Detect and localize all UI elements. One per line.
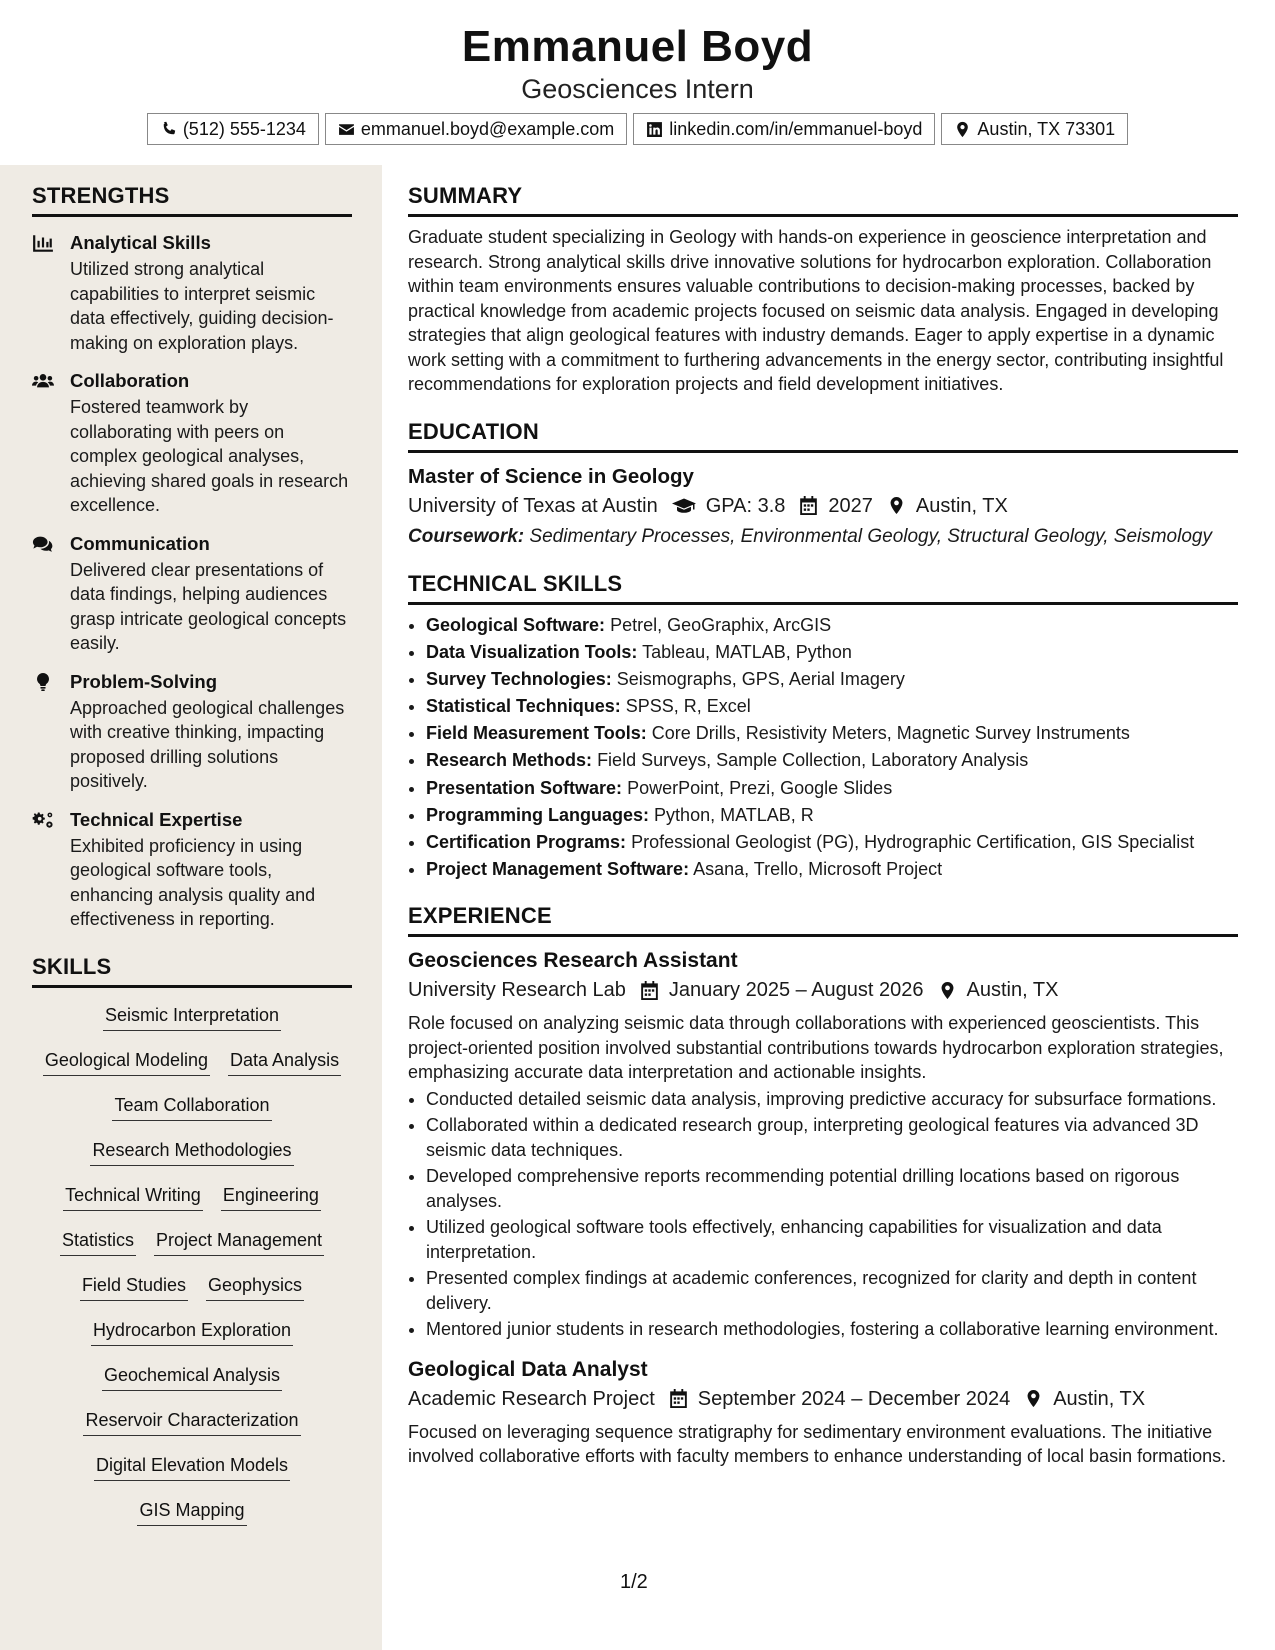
experience-heading: EXPERIENCE bbox=[408, 903, 1238, 937]
coursework-label: Coursework: bbox=[408, 525, 525, 547]
strength-description: Exhibited proficiency in using geological software tools, enhancing analysis quality and effectiveness in reporting. bbox=[70, 835, 316, 929]
tech-skill-label: Survey Technologies: bbox=[426, 669, 612, 690]
tech-skill-value: Petrel, GeoGraphix, ArcGIS bbox=[610, 615, 832, 635]
skill-tag: Reservoir Characterization bbox=[83, 1407, 300, 1436]
skill-tag: Statistics bbox=[60, 1227, 136, 1256]
job-bullet: • Presented complex findings at academic conferences, recognized for clarity and depth in content delivery. bbox=[426, 1266, 1238, 1315]
job-bullet: • Developed comprehensive reports recommending potential drilling locations based on rigorous analyses. bbox=[426, 1164, 1238, 1213]
skill-tag: Geophysics bbox=[206, 1272, 304, 1301]
technical-skills-section bbox=[408, 571, 1238, 881]
job-meta-1 bbox=[408, 975, 1238, 1005]
tech-skill-item bbox=[426, 667, 1238, 692]
calendar-icon bbox=[640, 981, 659, 1000]
skill-tag: GIS Mapping bbox=[137, 1497, 246, 1526]
tech-skill-value: Seismographs, GPS, Aerial Imagery bbox=[616, 669, 905, 690]
job-bullet: • Conducted detailed seismic data analysis, improving predictive accuracy for subsurface formations. bbox=[426, 1087, 1238, 1112]
strength-item bbox=[32, 670, 352, 794]
tech-skill-item bbox=[426, 776, 1238, 801]
candidate-name: Emmanuel Boyd bbox=[461, 22, 814, 71]
technical-skills-heading: TECHNICAL SKILLS bbox=[408, 571, 1238, 605]
resume-header bbox=[0, 0, 1275, 165]
strength-item bbox=[32, 532, 352, 656]
tech-skill-item bbox=[426, 613, 1238, 638]
tech-skill-value: SPSS, R, Excel bbox=[625, 696, 751, 717]
map-marker-icon bbox=[887, 496, 906, 515]
skill-tag: Seismic Interpretation bbox=[103, 1002, 281, 1031]
tech-skill-value: Field Surveys, Sample Collection, Laboratory Analysis bbox=[597, 750, 1029, 771]
tech-skill-label: Statistical Techniques: bbox=[426, 696, 621, 717]
tech-skill-label: Data Visualization Tools: bbox=[426, 642, 638, 663]
summary-heading: SUMMARY bbox=[408, 183, 1238, 217]
job-dates: January 2025 – August 2026 bbox=[668, 979, 924, 1002]
strength-description: Approached geological challenges with creative thinking, impacting proposed drilling solutions positively. bbox=[70, 697, 345, 791]
lightbulb-icon bbox=[32, 672, 54, 692]
job-org: Academic Research Project bbox=[408, 1387, 655, 1410]
job-bullet: • Utilized geological software tools effectively, enhancing capabilities for visualization and data interpretation. bbox=[426, 1215, 1238, 1264]
job-org: University Research Lab bbox=[408, 979, 626, 1002]
strength-title: Communication bbox=[70, 532, 210, 554]
map-marker-icon bbox=[938, 981, 957, 1000]
tech-skill-label: Field Measurement Tools: bbox=[426, 723, 647, 744]
tech-skill-value: Python, MATLAB, R bbox=[654, 804, 814, 825]
bar-chart-icon bbox=[32, 233, 54, 253]
users-icon bbox=[32, 371, 54, 391]
job-title-2: Geological Data Analyst bbox=[408, 1357, 648, 1381]
summary-section bbox=[408, 183, 1238, 397]
experience-section bbox=[408, 903, 1238, 1469]
linkedin-icon bbox=[646, 121, 663, 138]
contact-bar bbox=[0, 113, 1275, 145]
email-text: emmanuel.boyd@example.com bbox=[360, 118, 615, 139]
contact-location[interactable] bbox=[941, 113, 1128, 145]
job-location: Austin, TX bbox=[1053, 1387, 1146, 1410]
education-section bbox=[408, 419, 1238, 550]
job-location: Austin, TX bbox=[966, 979, 1059, 1002]
strength-item bbox=[32, 231, 352, 355]
tech-skill-value: Tableau, MATLAB, Python bbox=[642, 642, 852, 663]
skill-tag: Team Collaboration bbox=[112, 1092, 271, 1121]
map-marker-icon bbox=[954, 121, 971, 138]
education-meta bbox=[408, 491, 1238, 521]
job-description: Focused on leveraging sequence stratigraphy for sedimentary environment evaluations. The initiative involved collaborative efforts with faculty members to enhance understanding of local basin formations. bbox=[408, 1421, 1227, 1467]
tech-skill-value: Asana, Trello, Microsoft Project bbox=[693, 858, 943, 879]
tech-skill-label: Research Methods: bbox=[426, 750, 593, 771]
gpa-text: GPA: 3.8 bbox=[705, 494, 786, 517]
tech-skill-label: Project Management Software: bbox=[426, 858, 690, 879]
comments-icon bbox=[32, 534, 54, 554]
envelope-icon bbox=[338, 121, 355, 138]
skill-tag: Project Management bbox=[154, 1227, 324, 1256]
strength-description: Fostered teamwork by collaborating with peers on complex geological analyses, achieving shared goals in research excellence. bbox=[70, 397, 349, 515]
sidebar bbox=[0, 165, 382, 1650]
graduation-year: 2027 bbox=[828, 494, 873, 517]
strength-title: Analytical Skills bbox=[70, 232, 211, 253]
tech-skill-value: Core Drills, Resistivity Meters, Magnetic Survey Instruments bbox=[651, 723, 1130, 744]
strength-title: Problem-Solving bbox=[70, 670, 217, 692]
tech-skill-item bbox=[426, 640, 1238, 665]
job-meta-2 bbox=[408, 1384, 1238, 1414]
main-column bbox=[408, 183, 1238, 1469]
skill-tag: Engineering bbox=[221, 1182, 321, 1211]
skill-tag: Field Studies bbox=[80, 1272, 188, 1301]
graduation-cap-icon bbox=[672, 496, 696, 515]
tech-skill-item bbox=[426, 830, 1238, 855]
skills-section bbox=[32, 954, 352, 1542]
skill-tag: Geological Modeling bbox=[43, 1047, 210, 1076]
job-title-1: Geosciences Research Assistant bbox=[408, 949, 738, 973]
school-name: University of Texas at Austin bbox=[408, 494, 658, 517]
tech-skill-label: Presentation Software: bbox=[426, 777, 623, 798]
strength-item bbox=[32, 369, 352, 518]
skill-tag: Digital Elevation Models bbox=[94, 1452, 290, 1481]
summary-text: Graduate student specializing in Geology with hands-on experience in geoscience interpretation and research. Strong analytical skills drive innovative solutions for hydrocarbon exploration. Collaboration within team environments ensures valuable contributions to decision-making processes, backed by practical knowledge from academic projects focused on seismic data analysis. Engaged in developing strategies that align geological features with industry demands. Eager to apply expertise in a dynamic work setting with a commitment to furthering advancements in the energy sector, contributing insightful recommendations for exploration projects and field development initiatives. bbox=[408, 227, 1224, 394]
tech-skill-item bbox=[426, 803, 1238, 828]
job-title: Geosciences Intern bbox=[521, 74, 754, 104]
strengths-heading: STRENGTHS bbox=[32, 183, 352, 217]
tech-skill-item bbox=[426, 694, 1238, 719]
calendar-icon bbox=[799, 496, 818, 515]
job-bullet: • Collaborated within a dedicated research group, interpreting geological features via advanced 3D seismic data techniques. bbox=[426, 1113, 1238, 1162]
contact-linkedin[interactable] bbox=[633, 113, 935, 145]
strength-title: Collaboration bbox=[70, 370, 190, 391]
skill-tag: Geochemical Analysis bbox=[102, 1362, 282, 1391]
strength-title: Technical Expertise bbox=[70, 808, 243, 830]
degree-title: Master of Science in Geology bbox=[408, 464, 694, 488]
page-number: 1/2 bbox=[620, 1571, 648, 1593]
job-description: Role focused on analyzing seismic data through collaborations with experienced geoscientists. This project-oriented position involved substantial contributions towards hydrocarbon exploration strategies, emphasizing accurate data interpretation and actionable insights. bbox=[408, 1013, 1224, 1083]
skill-tag: Data Analysis bbox=[228, 1047, 341, 1076]
tech-skill-label: Certification Programs: bbox=[426, 831, 627, 852]
skill-tag: Technical Writing bbox=[63, 1182, 203, 1211]
contact-phone[interactable] bbox=[147, 113, 319, 145]
strength-description: Delivered clear presentations of data findings, helping audiences grasp intricate geological concepts easily. bbox=[70, 559, 347, 653]
tech-skill-item bbox=[426, 748, 1238, 773]
linkedin-text: linkedin.com/in/emmanuel-boyd bbox=[669, 118, 923, 139]
skill-tag: Research Methodologies bbox=[90, 1137, 293, 1166]
strength-description: Utilized strong analytical capabilities to interpret seismic data effectively, guiding decision-making on exploration plays. bbox=[70, 259, 334, 353]
education-heading: EDUCATION bbox=[408, 419, 1238, 453]
job-bullet: • Mentored junior students in research methodologies, fostering a collaborative learning environment. bbox=[426, 1317, 1238, 1342]
education-location: Austin, TX bbox=[915, 494, 1008, 517]
tech-skill-label: Geological Software: bbox=[426, 615, 606, 635]
gears-icon bbox=[32, 810, 54, 830]
coursework bbox=[408, 525, 1238, 550]
coursework-list: Sedimentary Processes, Environmental Geology, Structural Geology, Seismology bbox=[529, 525, 1212, 547]
job-dates: September 2024 – December 2024 bbox=[697, 1387, 1011, 1410]
skills-heading: SKILLS bbox=[32, 954, 352, 988]
tech-skill-item bbox=[426, 721, 1238, 746]
phone-text: (512) 555-1234 bbox=[182, 118, 306, 139]
phone-icon bbox=[160, 121, 177, 138]
tech-skill-item bbox=[426, 857, 1238, 882]
map-marker-icon bbox=[1024, 1389, 1043, 1408]
tech-skill-value: PowerPoint, Prezi, Google Slides bbox=[627, 777, 893, 798]
strength-item bbox=[32, 808, 352, 932]
location-text: Austin, TX 73301 bbox=[977, 118, 1116, 139]
tech-skill-value: Professional Geologist (PG), Hydrographic Certification, GIS Specialist bbox=[631, 831, 1195, 852]
calendar-icon bbox=[669, 1389, 688, 1408]
tech-skill-label: Programming Languages: bbox=[426, 804, 650, 825]
skill-tag: Hydrocarbon Exploration bbox=[91, 1317, 293, 1346]
contact-email[interactable] bbox=[325, 113, 627, 145]
